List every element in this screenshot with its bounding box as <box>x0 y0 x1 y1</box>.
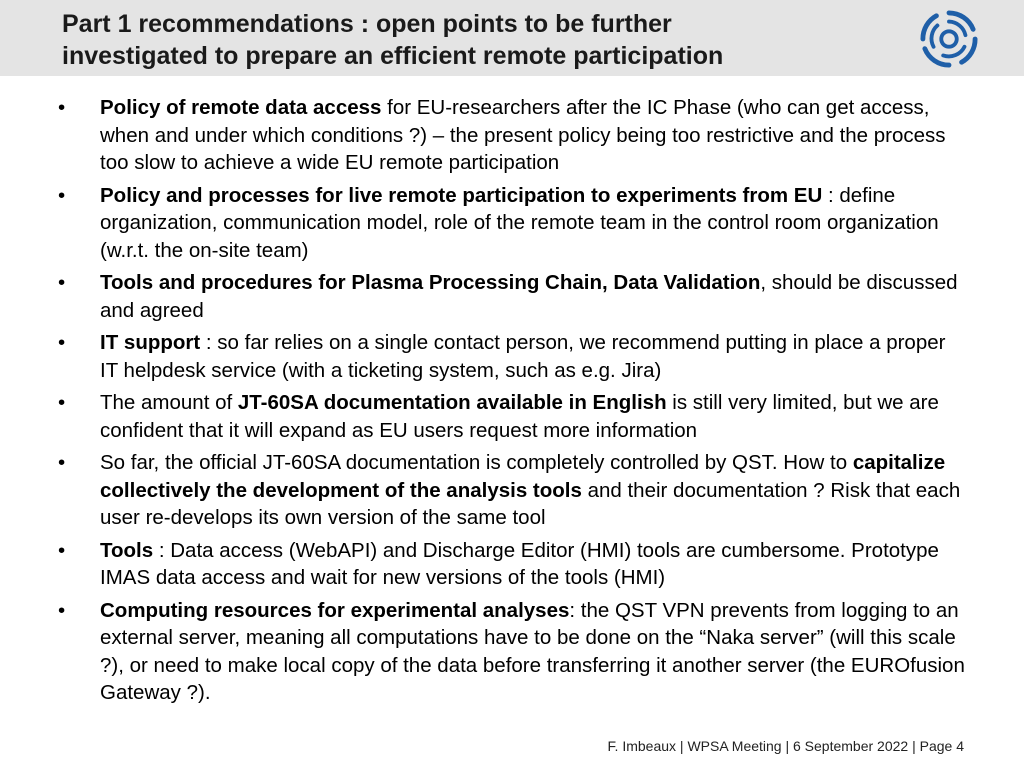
bullet-heading: JT-60SA documentation available in English <box>237 391 667 414</box>
bullet-heading: Policy and processes for live remote participation to experiments from EU <box>100 183 823 207</box>
bullet-dot: • <box>58 96 66 119</box>
bullet-dot: • <box>58 391 66 414</box>
bullet-text: : define organization, communication model, role of the remote team in the control room organization (w.r.t. the on-site team) <box>100 183 939 262</box>
recommendation-list <box>58 94 968 712</box>
bullet-heading: Computing resources for experimental analyses <box>100 598 570 622</box>
slide-title-line-1: Part 1 recommendations : open points to be further <box>62 10 672 38</box>
bullet-dot: • <box>58 538 66 562</box>
list-item <box>58 389 968 444</box>
bullet-heading: Policy of remote data access <box>100 96 382 119</box>
bullet-text: and their documentation ? Risk that each user re-develops its own version of the same tool <box>100 478 961 529</box>
bullet-lead-text: The amount of <box>100 391 238 414</box>
bullet-heading: Tools and procedures for Plasma Processing Chain, Data Validation <box>100 271 761 294</box>
list-item <box>58 182 968 265</box>
bullet-dot: • <box>58 451 66 474</box>
slide-title <box>62 8 862 72</box>
title-band <box>0 0 1024 76</box>
list-item <box>58 269 968 324</box>
bullet-lead-text: So far, the official JT-60SA documentation is completely controlled by QST. How to <box>100 451 853 474</box>
list-item <box>58 329 968 384</box>
bullet-text: for EU-researchers after the IC Phase (who can get access, when and under which conditions ?) – the present policy being too restrictive and the process too slow to achieve a wide EU remote participation <box>100 96 946 174</box>
bullet-heading: IT support <box>100 331 201 354</box>
bullet-text: : the QST VPN prevents from logging to an external server, meaning all computations have to be done on the “Naka server” (will this scale ?), or need to make local copy of the data before transferring it another server (the EUROfusion Gateway ?). <box>100 598 965 704</box>
bullet-heading: capitalize collectively the development of the analysis tools <box>100 451 946 502</box>
slide-footer: F. Imbeaux | WPSA Meeting | 6 September 2022 | Page 4 <box>607 738 964 754</box>
eurofusion-logo-icon <box>920 10 978 68</box>
bullet-text: is still very limited, but we are confident that it will expand as EU users request more information <box>100 391 939 442</box>
bullet-dot: • <box>58 271 66 294</box>
bullet-text: , should be discussed and agreed <box>100 271 958 322</box>
list-item <box>58 449 968 532</box>
bullet-dot: • <box>58 331 66 354</box>
slide-title-line-2: investigated to prepare an efficient remote participation <box>62 42 724 70</box>
list-item <box>58 537 968 592</box>
bullet-dot: • <box>58 598 66 622</box>
bullet-heading: Tools <box>100 538 154 562</box>
list-item <box>58 597 968 707</box>
bullet-text: : Data access (WebAPI) and Discharge Editor (HMI) tools are cumbersome. Prototype IMAS data access and wait for new versions of the tools (HMI) <box>100 538 939 589</box>
list-item <box>58 94 968 177</box>
bullet-dot: • <box>58 183 66 207</box>
bullet-text: : so far relies on a single contact person, we recommend putting in place a proper IT helpdesk service (with a ticketing system, such as e.g. Jira) <box>100 331 946 382</box>
